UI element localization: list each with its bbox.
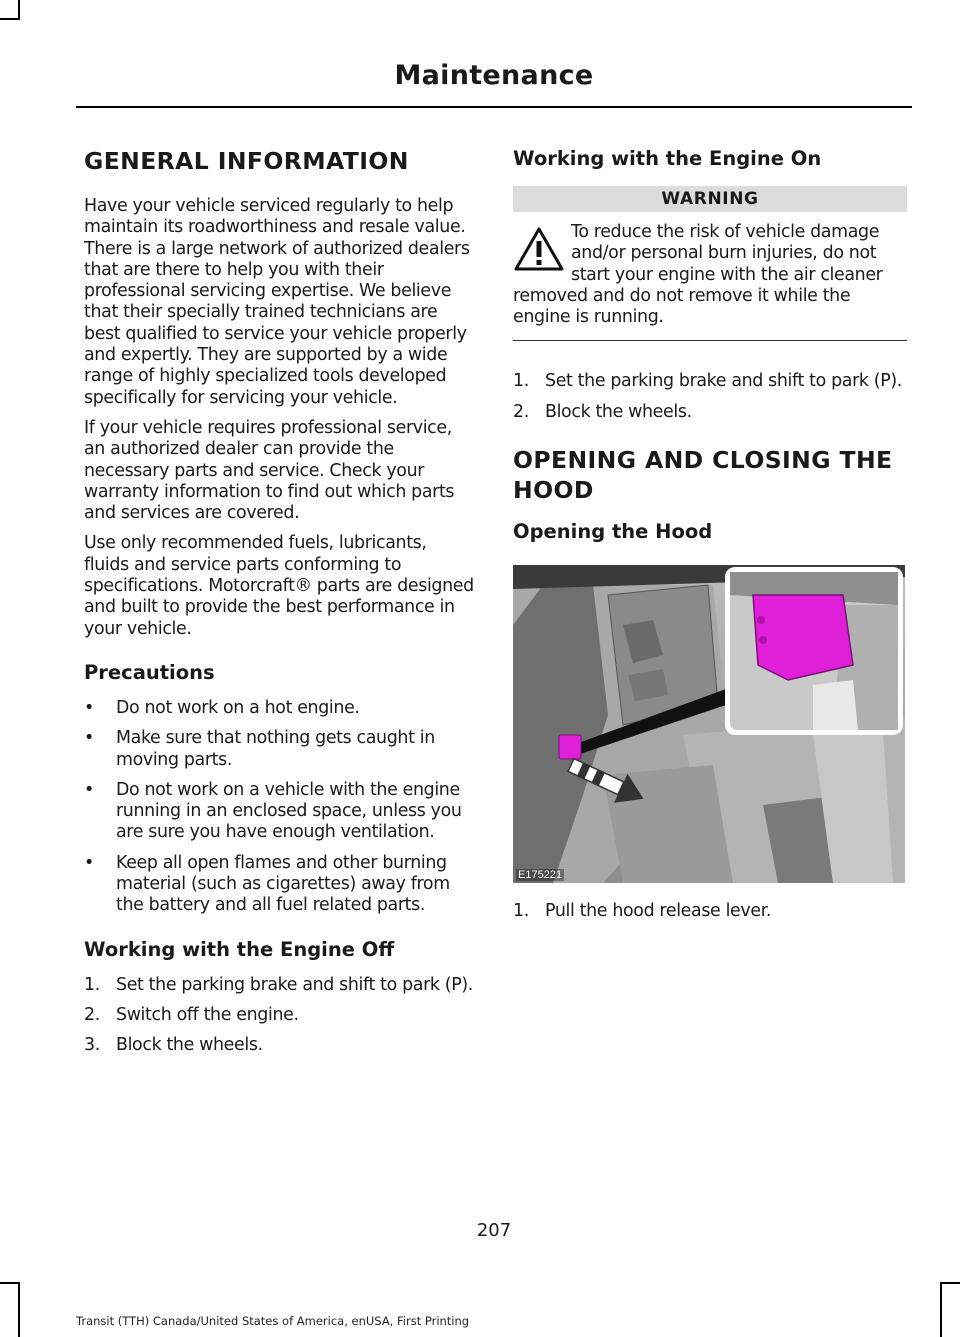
list-item-text: Do not work on a vehicle with the engine running in an enclosed space, unless you are sure you have enough ventilation. [116, 779, 462, 843]
opening-hood-heading: Opening the Hood [513, 520, 713, 544]
step-text: Set the parking brake and shift to park (P). [545, 371, 902, 392]
precautions-list [84, 698, 476, 917]
figure-id-label: E175221 [518, 869, 563, 882]
list-item-text: Do not work on a hot engine. [116, 697, 360, 718]
opening-hood-steps [513, 901, 907, 922]
list-item [84, 853, 476, 917]
opening-closing-hood-heading [513, 445, 907, 505]
step-item [513, 402, 907, 423]
step-number: 2. [84, 1004, 100, 1025]
bullet: • [84, 697, 94, 718]
step-number: 1. [513, 901, 529, 922]
step-item [84, 1005, 476, 1026]
list-item [84, 698, 476, 719]
step-item [513, 371, 907, 392]
general-information-heading: GENERAL INFORMATION [84, 147, 409, 175]
crop-mark [0, 18, 20, 20]
warning-rule [513, 340, 907, 341]
hood-release-illustration [513, 565, 905, 883]
warning-body [513, 222, 907, 328]
general-paragraph: If your vehicle requires professional service, an authorized dealer can provide the necessary parts and service. Check your warranty information to find out which parts and services are covered. [84, 417, 455, 524]
bullet: • [84, 852, 94, 873]
crop-mark [18, 1282, 20, 1337]
step-item [84, 1035, 476, 1056]
step-item [84, 975, 476, 996]
left-column [84, 146, 476, 1057]
step-number: 2. [513, 401, 529, 422]
crop-mark [18, 0, 20, 18]
warning-text: To reduce the risk of vehicle damage and/or personal burn injuries, do not start your engine with the air cleaner removed and do not remove it while the engine is running. [513, 222, 883, 328]
step-number: 1. [84, 974, 100, 995]
precautions-heading: Precautions [84, 660, 215, 684]
step-number: 1. [513, 371, 529, 392]
footer-text: Transit (TTH) Canada/United States of America, enUSA, First Printing [76, 1314, 470, 1328]
step-text: Switch off the engine. [116, 1004, 299, 1025]
crop-mark [0, 1282, 20, 1284]
step-item [513, 901, 907, 922]
bullet: • [84, 779, 94, 800]
hood-release-figure [513, 565, 905, 883]
step-number: 3. [84, 1035, 100, 1056]
engine-off-steps [84, 975, 476, 1057]
list-item [84, 728, 476, 771]
header-rule [76, 106, 912, 108]
page-header-title: Maintenance [394, 60, 594, 91]
engine-on-steps [513, 371, 907, 423]
list-item [84, 780, 476, 844]
step-text: Pull the hood release lever. [545, 901, 772, 922]
warning-label: WARNING [513, 186, 907, 212]
right-column [513, 146, 907, 922]
warning-box [513, 186, 907, 341]
general-paragraph: Have your vehicle serviced regularly to help maintain its roadworthiness and resale value. There is a large network of authorized dealers that are there to help you with their professional servicing expertise. We believe that their specially trained technicians are best qualified to service your vehicle properly and expertly. They are supported by a wide range of highly specialized tools developed specifically for servicing your vehicle. [84, 196, 470, 408]
heading-line: HOOD [513, 476, 594, 505]
general-paragraph: Use only recommended fuels, lubricants, fluids and service parts conforming to specifications. Motorcraft® parts are designed and built to provide the best performance in your vehicle. [84, 533, 474, 639]
engine-on-heading: Working with the Engine On [513, 147, 822, 170]
list-item-text: Keep all open flames and other burning material (such as cigarettes) away from the battery and all fuel related parts. [116, 852, 450, 916]
engine-off-heading: Working with the Engine Off [84, 937, 395, 961]
crop-mark [940, 1282, 942, 1337]
warning-triangle-icon [513, 226, 565, 272]
step-text: Block the wheels. [545, 401, 692, 422]
list-item-text: Make sure that nothing gets caught in moving parts. [116, 728, 435, 770]
crop-mark [940, 1282, 960, 1284]
step-text: Set the parking brake and shift to park (P). [116, 974, 473, 995]
heading-line: OPENING AND CLOSING THE [513, 446, 893, 475]
bullet: • [84, 728, 94, 749]
step-text: Block the wheels. [116, 1035, 263, 1056]
page-number: 207 [476, 1220, 512, 1241]
